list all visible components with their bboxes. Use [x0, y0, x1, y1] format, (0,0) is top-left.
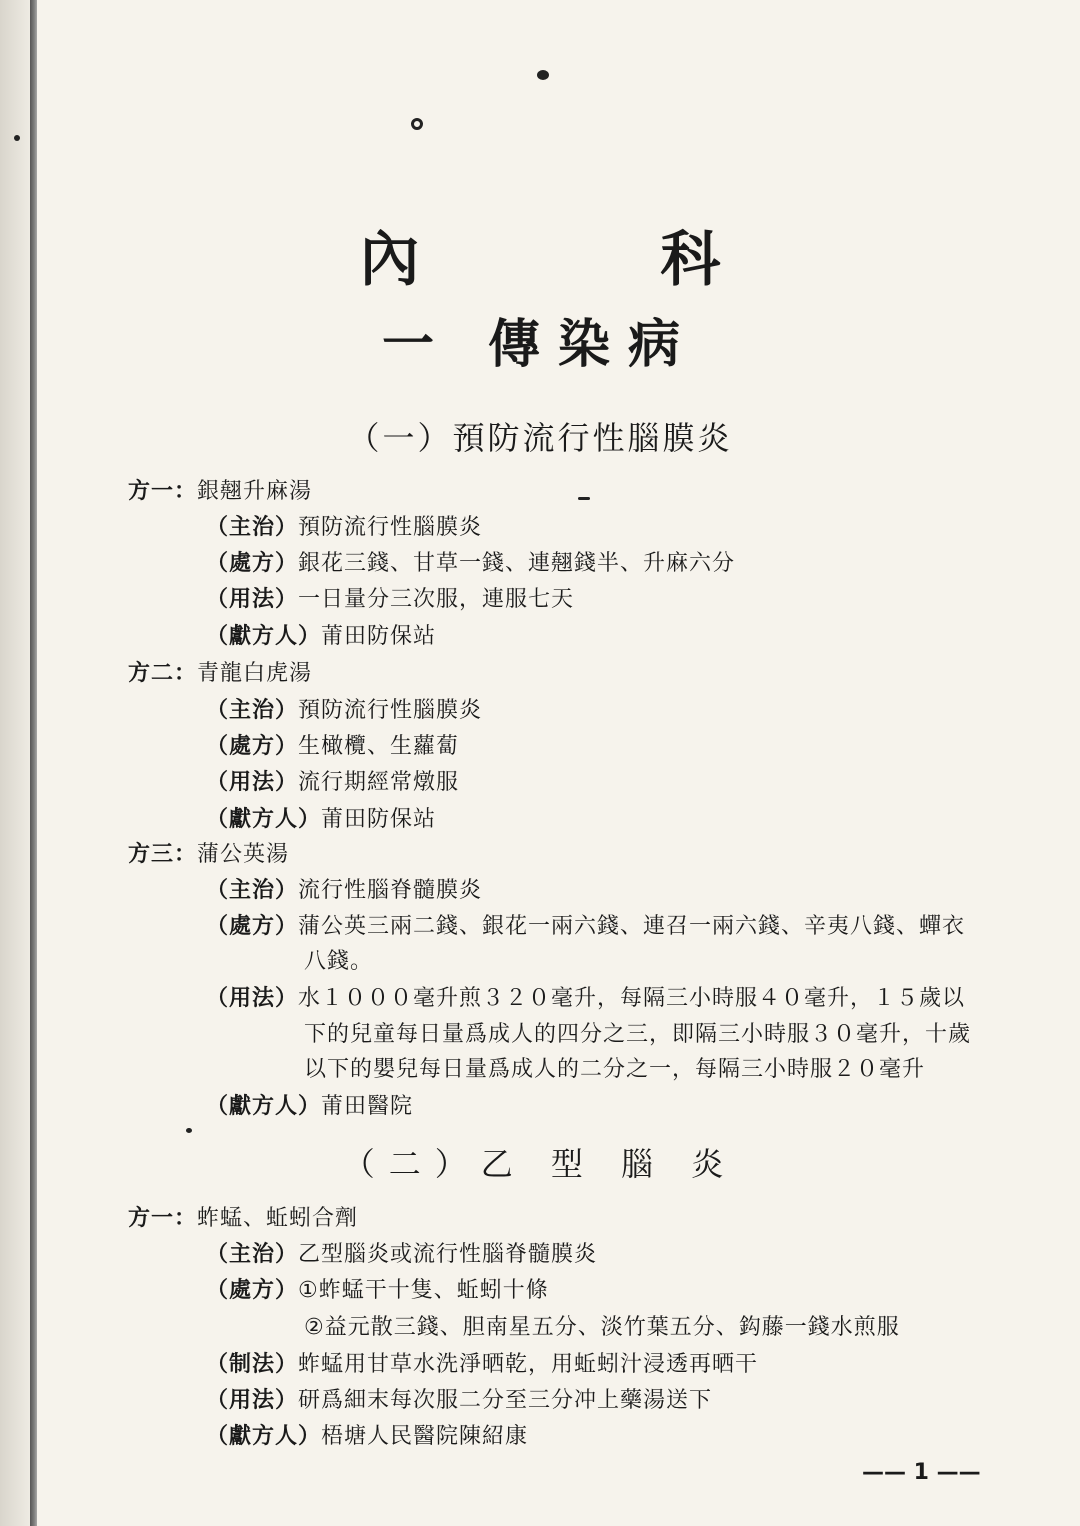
prescription-title	[128, 659, 312, 689]
ink-speck	[578, 497, 590, 500]
line-continuation: 以下的嬰兒每日量爲成人的二分之一，每隔三小時服２０毫升	[304, 1057, 926, 1082]
ink-speck	[186, 1128, 192, 1133]
line-tag: （主治）	[206, 515, 299, 540]
line-continuation: 下的兒童每日量爲成人的四分之三，即隔三小時服３０毫升，十歲	[304, 1022, 972, 1047]
prescription-line	[206, 549, 735, 579]
line-text: 流行性腦脊髓膜炎	[298, 878, 483, 903]
line-text: 生橄欖、生蘿蔔	[298, 734, 460, 759]
prescription-name: 銀翹升麻湯	[197, 479, 313, 504]
prescription-line	[206, 805, 436, 835]
line-tag: （主治）	[206, 698, 299, 723]
section-heading: （一）預防流行性腦膜炎	[347, 419, 733, 457]
line-text: 蚱蜢用甘草水洗淨晒乾，用蚯蚓汁浸透再晒干	[298, 1352, 759, 1377]
prescription-line	[206, 876, 482, 906]
prescription-line	[206, 1386, 712, 1416]
line-text: 乙型腦炎或流行性腦脊髓膜炎	[298, 1242, 598, 1267]
line-text: 流行期經常燉服	[298, 770, 460, 795]
prescription-line	[206, 912, 965, 942]
line-tag: （用法）	[206, 986, 299, 1011]
prescription-line	[206, 1422, 528, 1452]
line-tag: （處方）	[206, 551, 299, 576]
prescription-label: 方三：	[128, 842, 198, 867]
prescription-name: 青龍白虎湯	[197, 661, 313, 686]
prescription-label: 方二：	[128, 661, 198, 686]
line-text: 預防流行性腦膜炎	[298, 698, 483, 723]
line-tag: （處方）	[206, 1278, 299, 1303]
line-tag: （主治）	[206, 878, 299, 903]
line-text: 蒲公英三兩二錢、銀花一兩六錢、連召一兩六錢、辛夷八錢、蟬衣	[298, 914, 966, 939]
prescription-line	[206, 768, 459, 798]
line-continuation: ②益元散三錢、胆南星五分、淡竹葉五分、鈎藤一錢水煎服	[304, 1315, 900, 1340]
line-text: 一日量分三次服，連服七天	[298, 587, 575, 612]
line-tag: （獻方人）	[206, 624, 322, 649]
prescription-line	[206, 984, 965, 1014]
line-tag: （制法）	[206, 1352, 299, 1377]
line-text: 莆田防保站	[321, 624, 437, 649]
prescription-label: 方一：	[128, 1206, 198, 1231]
line-text: 銀花三錢、甘草一錢、連翹錢半、升麻六分	[298, 551, 736, 576]
ink-speck	[14, 135, 20, 141]
ink-speck	[537, 70, 549, 80]
prescription-name: 蒲公英湯	[197, 842, 290, 867]
prescription-title	[128, 477, 312, 507]
line-continuation: 八錢。	[304, 949, 374, 974]
prescription-line	[206, 1240, 597, 1270]
line-text: 莆田防保站	[321, 807, 437, 832]
page-title: 內 科	[359, 225, 831, 295]
line-tag: （獻方人）	[206, 807, 322, 832]
prescription-name: 蚱蜢、蚯蚓合劑	[197, 1206, 359, 1231]
line-text: 水１０００毫升煎３２０毫升，每隔三小時服４０毫升，１５歲以	[298, 986, 966, 1011]
prescription-line	[206, 1276, 549, 1306]
line-text: 研爲細末每次服二分至三分冲上藥湯送下	[298, 1388, 713, 1413]
prescription-line	[206, 622, 436, 652]
line-tag: （處方）	[206, 914, 299, 939]
prescription-line	[206, 513, 482, 543]
line-text: 梧塘人民醫院陳紹康	[321, 1424, 529, 1449]
prescription-title	[128, 1204, 358, 1234]
line-tag: （獻方人）	[206, 1424, 322, 1449]
prescription-line	[206, 732, 459, 762]
prescription-line	[206, 1092, 413, 1122]
prescription-line	[206, 585, 574, 615]
line-text: 預防流行性腦膜炎	[298, 515, 483, 540]
ink-speck	[411, 118, 423, 130]
line-tag: （用法）	[206, 770, 299, 795]
section-heading: （二）乙 型 腦 炎	[342, 1145, 738, 1183]
chapter-title: 一 傳染病	[381, 314, 699, 375]
prescription-label: 方一：	[128, 479, 198, 504]
line-text: ①蚱蜢干十隻、蚯蚓十條	[298, 1278, 549, 1303]
page-number: —— 1 ——	[862, 1460, 981, 1485]
line-tag: （獻方人）	[206, 1094, 322, 1119]
prescription-line	[206, 696, 482, 726]
prescription-title	[128, 840, 289, 870]
line-tag: （處方）	[206, 734, 299, 759]
line-tag: （用法）	[206, 1388, 299, 1413]
prescription-line	[206, 1350, 758, 1380]
line-tag: （用法）	[206, 587, 299, 612]
line-tag: （主治）	[206, 1242, 299, 1267]
line-text: 莆田醫院	[321, 1094, 414, 1119]
